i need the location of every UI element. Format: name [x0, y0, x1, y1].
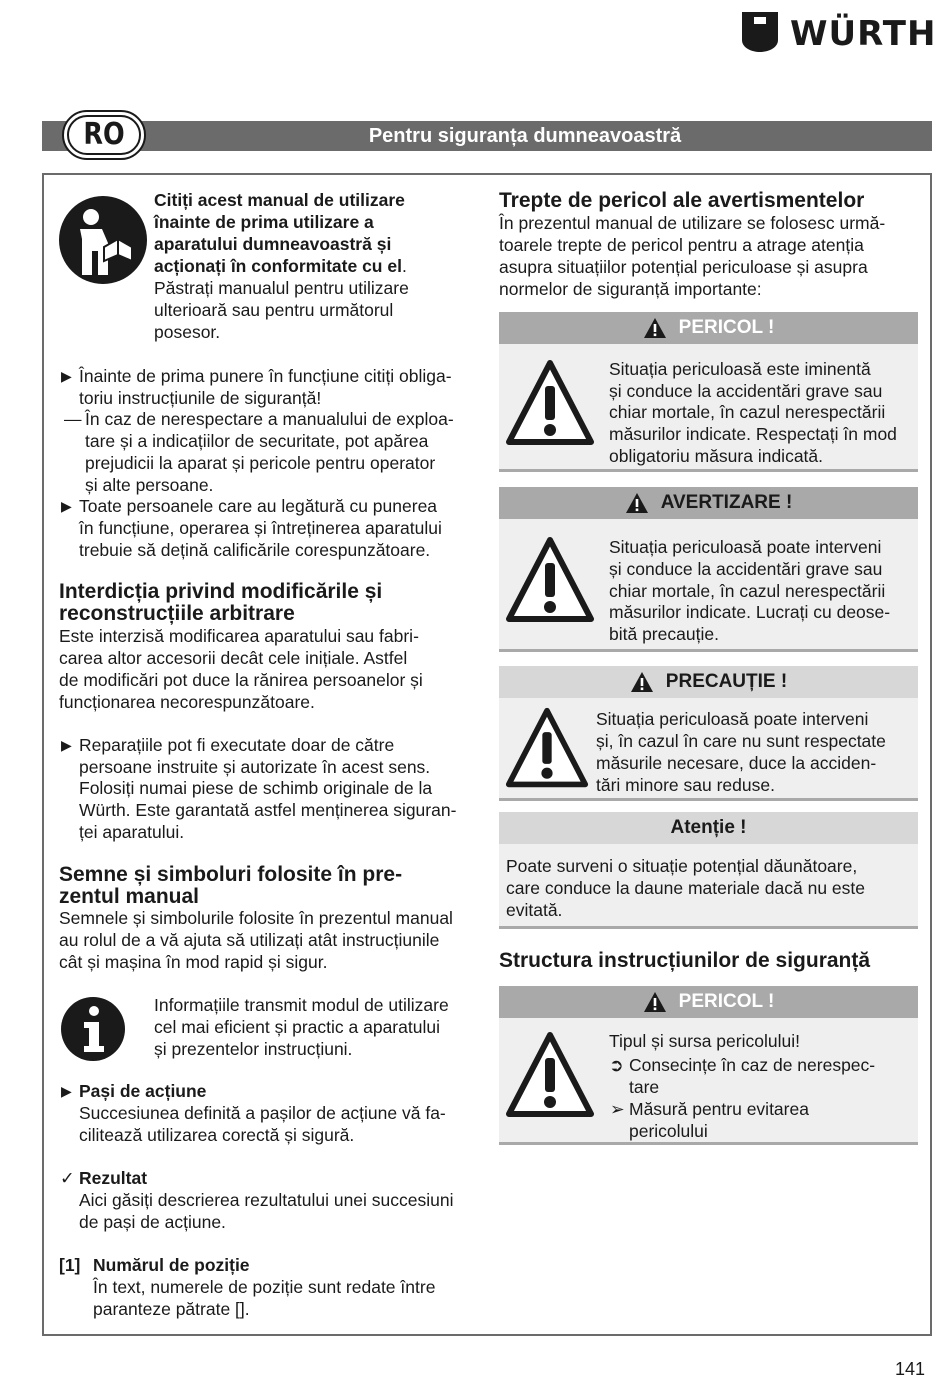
bullet-arrow-icon: ▶ [61, 1083, 72, 1099]
dash-mark: — [64, 409, 82, 429]
intro-line-3: posesor. [154, 322, 221, 342]
warning-triangle-icon [505, 358, 595, 448]
language-code: RO [83, 117, 125, 152]
section-heading-modifications: Interdicția privind modificările și [59, 580, 383, 603]
danger-levels-heading: Trepte de pericol ale avertismentelor [499, 189, 865, 212]
warning-line-5: bită precauție. [609, 624, 719, 644]
info-line-1: Informațiile transmit modul de utilizare [154, 995, 449, 1015]
danger-line-3: chiar mortale, în cazul nerespectării [609, 402, 886, 422]
language-badge [62, 110, 146, 160]
danger-line-2: și conduce la accidentări grave sau [609, 381, 883, 401]
caution-line-2: și, în cazul în care nu sunt respectate [596, 731, 886, 751]
info-line-2: cel mai eficient și practic a aparatului [154, 1017, 440, 1037]
danger-line-1: Situația periculoasă este iminentă [609, 359, 871, 379]
repairs-line-3: Folosiți numai piese de schimb originale de la [79, 778, 433, 798]
intro-bold-line-1: Citiți acest manual de utilizare [154, 190, 405, 210]
repairs-line-5: ței aparatului. [79, 822, 185, 842]
warning-line-1: Situația periculoasă poate interveni [609, 537, 882, 557]
steps-line-1: Succesiunea definită a pașilor de acțiune vă fa- [79, 1103, 446, 1123]
modifications-line-1: Este interzisă modificarea aparatului sau fabri- [59, 626, 419, 646]
bullet-arrow-icon: ▶ [61, 368, 72, 384]
bullet-2-line-3: trebuie să dețină calificările corespunzătoare. [79, 540, 431, 560]
bullet-1-line-2: toriu instrucțiunile de siguranță! [79, 388, 322, 408]
symbols-line-1: Semnele și simbolurile folosite în prezentul manual [59, 908, 453, 928]
dash-item-line-1: În caz de nerespectare a manualului de exploa- [85, 409, 454, 429]
intro-line-2: ulterioară sau pentru următorul [154, 300, 394, 320]
repairs-line-2: persoane instruite și autorizate în acest sens. [79, 757, 431, 777]
warning-bar [499, 487, 918, 519]
result-line-1: Aici găsiți descrierea rezultatului unei succesiuni [79, 1190, 454, 1210]
structure-danger-label: PERICOL ! [678, 991, 775, 1012]
intro-bold-line-4: acționați în conformitate cu el [154, 256, 402, 276]
modifications-line-4: funcționarea necorespunzătoare. [59, 692, 315, 712]
danger-label: PERICOL ! [678, 317, 775, 338]
danger-levels-line-3: asupra situațiilor potențial periculoase și asupra [499, 257, 868, 277]
danger-line-5: obligatoriu măsura indicată. [609, 446, 824, 466]
bullet-arrow-icon: ▶ [61, 498, 72, 514]
repairs-line-1: Reparațiile pot fi executate doar de către [79, 735, 395, 755]
warning-line-3: chiar mortale, în cazul nerespectării [609, 581, 886, 601]
position-title: Numărul de poziție [93, 1255, 250, 1275]
steps-title: Pași de acțiune [79, 1081, 207, 1101]
danger-levels-line-1: În prezentul manual de utilizare se folosesc urmă- [499, 213, 886, 233]
dash-item-line-4: și alte persoane. [85, 475, 214, 495]
attention-label: Atenție ! [670, 817, 747, 838]
modifications-line-3: de modificări pot duce la rănirea persoanelor și [59, 670, 423, 690]
checkmark-icon: ✓ [60, 1168, 75, 1188]
position-line-1: În text, numerele de poziție sunt redate între [93, 1277, 436, 1297]
wurth-logo [740, 10, 936, 58]
dash-item-line-2: tare și a indicațiilor de securitate, pot apărea [85, 431, 429, 451]
section-heading-symbols: Semne și simboluri folosite în pre- [59, 863, 403, 886]
section-heading-symbols-2: zentul manual [59, 885, 200, 908]
result-title: Rezultat [79, 1168, 148, 1188]
info-line-3: și prezentelor instrucțiuni. [154, 1039, 353, 1059]
intro-bold-line-3: aparatului dumneavoastră și [154, 234, 392, 254]
position-line-2: paranteze pătrate []. [93, 1299, 250, 1319]
brand-name: WÜRTH [790, 14, 937, 54]
modifications-line-2: carea altor accesorii decât cele inițiale. Astfel [59, 648, 408, 668]
attention-line-2: care conduce la daune materiale dacă nu este [506, 878, 865, 898]
caution-bar [499, 666, 918, 698]
warning-line-2: și conduce la accidentări grave sau [609, 559, 883, 579]
position-mark: [1] [59, 1255, 81, 1275]
page-number: 141 [895, 1359, 926, 1379]
section-title-bar [42, 121, 932, 151]
result-line-2: de pași de acțiune. [79, 1212, 226, 1232]
measure-line-2: pericolului [629, 1121, 708, 1141]
structure-type-line: Tipul și sursa pericolului! [609, 1031, 800, 1051]
caution-line-1: Situația periculoasă poate interveni [596, 709, 869, 729]
symbols-line-3: cât și mașina în mod rapid și sigur. [59, 952, 328, 972]
page-title: Pentru siguranța dumneavoastră [368, 125, 682, 147]
measure-line-1: Măsură pentru evitarea [629, 1099, 809, 1119]
bullet-2-line-1: Toate persoanele care au legătură cu punerea [79, 496, 438, 516]
measure-arrow-icon: ➢ [610, 1099, 625, 1119]
dash-item-line-3: prejudicii la aparat și pericole pentru operator [85, 453, 436, 473]
intro-bold-tail: . [401, 256, 407, 276]
caution-line-3: măsurile necesare, duce la acciden- [596, 753, 877, 773]
caution-line-4: tări minore sau reduse. [596, 775, 775, 795]
warning-line-4: măsurilor indicate. Lucrați cu deose- [609, 602, 891, 622]
section-heading-modifications-2: reconstrucțiile arbitrare [59, 602, 295, 625]
danger-bar [499, 312, 918, 344]
symbols-line-2: au rolul de a vă ajuta să utilizați atât instrucțiunile [59, 930, 440, 950]
warning-triangle-icon [505, 535, 595, 625]
read-manual-icon [58, 195, 148, 285]
warning-triangle-icon [625, 492, 649, 514]
attention-bar [499, 812, 918, 844]
warning-triangle-icon [630, 671, 654, 693]
consequence-arrow-icon: ➲ [609, 1055, 624, 1075]
bullet-2-line-2: în funcțiune, operarea și întreținerea aparatului [79, 518, 442, 538]
bullet-1-line-1: Înainte de prima punere în funcțiune citiți obliga- [79, 366, 452, 386]
consequence-line-1: Consecințe în caz de nerespec- [629, 1055, 876, 1075]
attention-line-1: Poate surveni o situație potențial dăunătoare, [506, 856, 858, 876]
warning-triangle-icon [505, 706, 589, 790]
attention-line-3: evitată. [506, 900, 563, 920]
intro-bold-line-2: înainte de prima utilizare a [154, 212, 374, 232]
danger-levels-line-4: normelor de siguranță importante: [499, 279, 762, 299]
info-icon [60, 996, 126, 1062]
structure-danger-bar [499, 986, 918, 1018]
danger-levels-line-2: toarele trepte de pericol pentru a atrage atenția [499, 235, 864, 255]
wurth-shield-icon [740, 10, 780, 54]
danger-line-4: măsurilor indicate. Respectați în mod [609, 424, 897, 444]
intro-line-1: Păstrați manualul pentru utilizare [154, 278, 409, 298]
structure-heading: Structura instrucțiunilor de siguranță [499, 949, 871, 972]
warning-triangle-icon [505, 1030, 595, 1120]
caution-label: PRECAUȚIE ! [665, 671, 788, 692]
warning-triangle-icon [643, 317, 667, 339]
bullet-arrow-icon: ▶ [61, 737, 72, 753]
repairs-line-4: Würth. Este garantată astfel menținerea siguran- [79, 800, 457, 820]
warning-triangle-icon [643, 991, 667, 1013]
steps-line-2: cilitează utilizarea corectă și sigură. [79, 1125, 355, 1145]
consequence-line-2: tare [629, 1077, 660, 1097]
warning-label: AVERTIZARE ! [660, 492, 793, 513]
